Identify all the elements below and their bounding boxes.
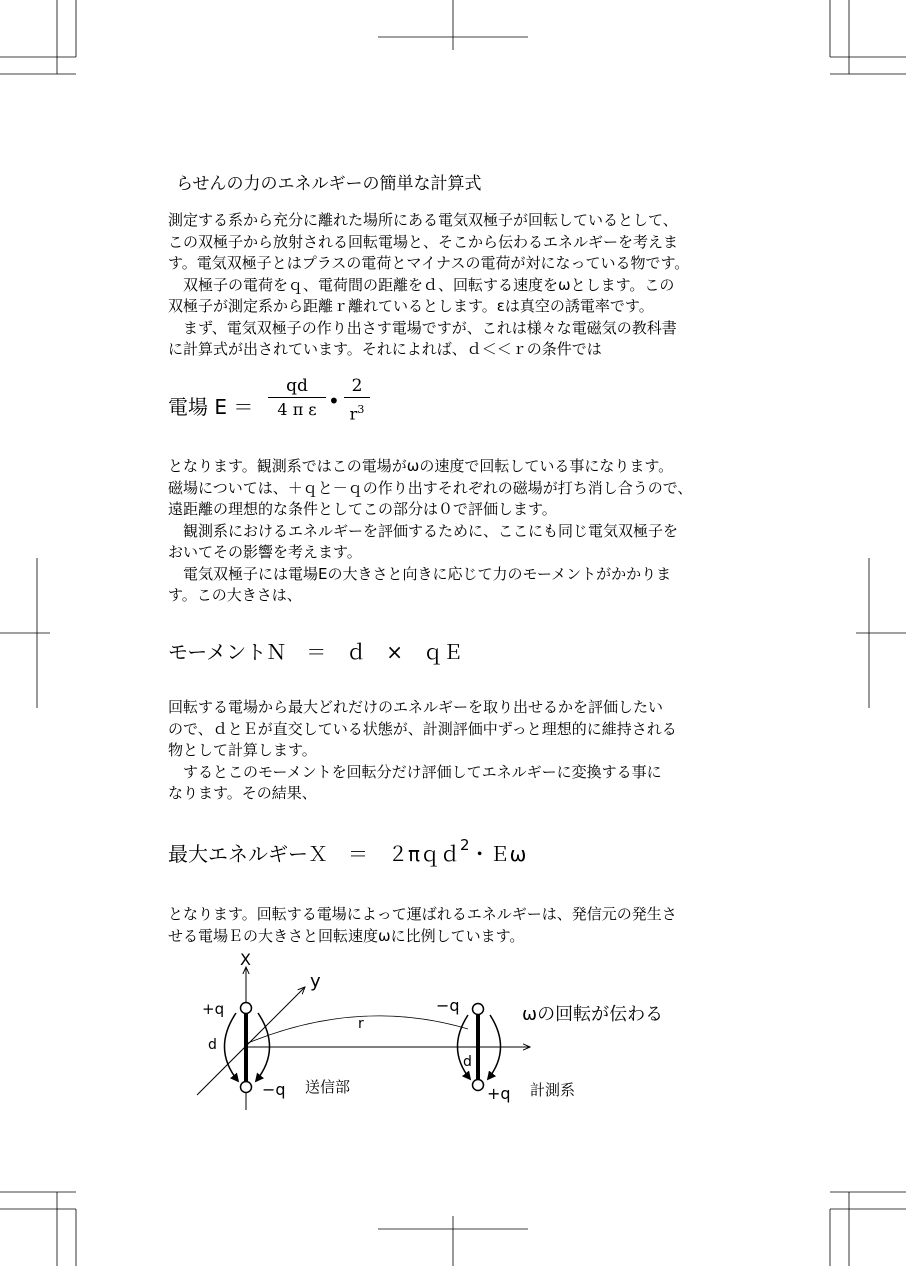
axis-x-label: X <box>240 950 251 969</box>
paragraph-field-rotation: となります。観測系ではこの電場がωの速度で回転している事になります。 磁場については、＋ｑと－ｑの作り出すそれぞれの磁場が打ち消し合うので、 遠距離の理想的な条件としてこの部分は０で評価します。 観測系におけるエネルギーを評価するために、ここにも同じ電気双極子を おいてその影響を考えます。 電気双極子には電場Eの大きさと向きに応じて力のモーメントがかかりま す。この大きさは、 <box>168 457 693 604</box>
source-d-label: d <box>208 1037 217 1053</box>
source-rotation-arrow-left <box>224 1013 238 1081</box>
source-bottom-charge-label: −q <box>262 1080 286 1099</box>
multiply-dot: • <box>328 389 340 413</box>
paragraph-intro: 測定する系から充分に離れた場所にある電気双極子が回転しているとして、 この双極子から放射される回転電場と、そこから伝わるエネルギーを考えま す。電気双極子とはプラスの電荷とマイナスの電荷が対になっている物です。 双極子の電荷をｑ、電荷間の距離をｄ、回転する速度をωとします。この 双極子が測定系から距離ｒ離れているとします。εは真空の誘電率です。 まず、電気双極子の作り出さす電場ですが、これは様々な電磁気の教科書 に計算式が出されています。それによれば、ｄ＜＜ｒの条件では <box>168 211 690 358</box>
paragraph-max-energy: 回転する電場から最大どれだけのエネルギーを取り出せるかを評価したい ので、ｄとＥが直交している状態が、計測評価中ずっと理想的に維持される 物として計算します。 するとこのモーメントを回転分だけ評価してエネルギーに変換する事に なります。その結果、 <box>168 698 677 802</box>
dest-d-label: d <box>463 1054 472 1070</box>
source-bottom-charge <box>241 1082 252 1093</box>
page-title: らせんの力のエネルギーの簡単な計算式 <box>176 174 482 194</box>
max-energy-equation: 最大エネルギーＸ ＝ ２πｑｄ$^2$・Ｅω <box>168 836 527 866</box>
rotation-label: ωの回転が伝わる <box>522 1004 664 1025</box>
electric-field-equation <box>168 375 468 435</box>
equation-lhs: 電場 E ＝ <box>168 395 254 419</box>
r-label: r <box>358 1016 364 1032</box>
dest-bottom-charge-label: +q <box>487 1084 511 1103</box>
source-top-charge-label: +q <box>202 1000 225 1018</box>
dest-top-charge <box>473 1004 484 1015</box>
fraction-2-over-r3: 2 $r^3$ <box>344 375 370 426</box>
source-label: 送信部 <box>305 1078 351 1096</box>
moment-equation: モーメントＮ ＝ ｄ × ｑＥ <box>168 640 463 664</box>
dipole-diagram <box>0 945 906 1115</box>
dest-bottom-charge <box>473 1080 484 1091</box>
dest-top-charge-label: −q <box>436 996 460 1015</box>
paragraph-conclusion: となります。回転する電場によって運ばれるエネルギーは、発信元の発生さ せる電場Ｅの大きさと回転速度ωに比例しています。 <box>168 905 677 945</box>
axis-y-label: y <box>310 971 321 992</box>
source-top-charge <box>241 1003 252 1014</box>
dest-label: 計測系 <box>530 1081 576 1099</box>
fraction-qd-over-4pi-epsilon: qd 4 π ε <box>268 375 326 422</box>
